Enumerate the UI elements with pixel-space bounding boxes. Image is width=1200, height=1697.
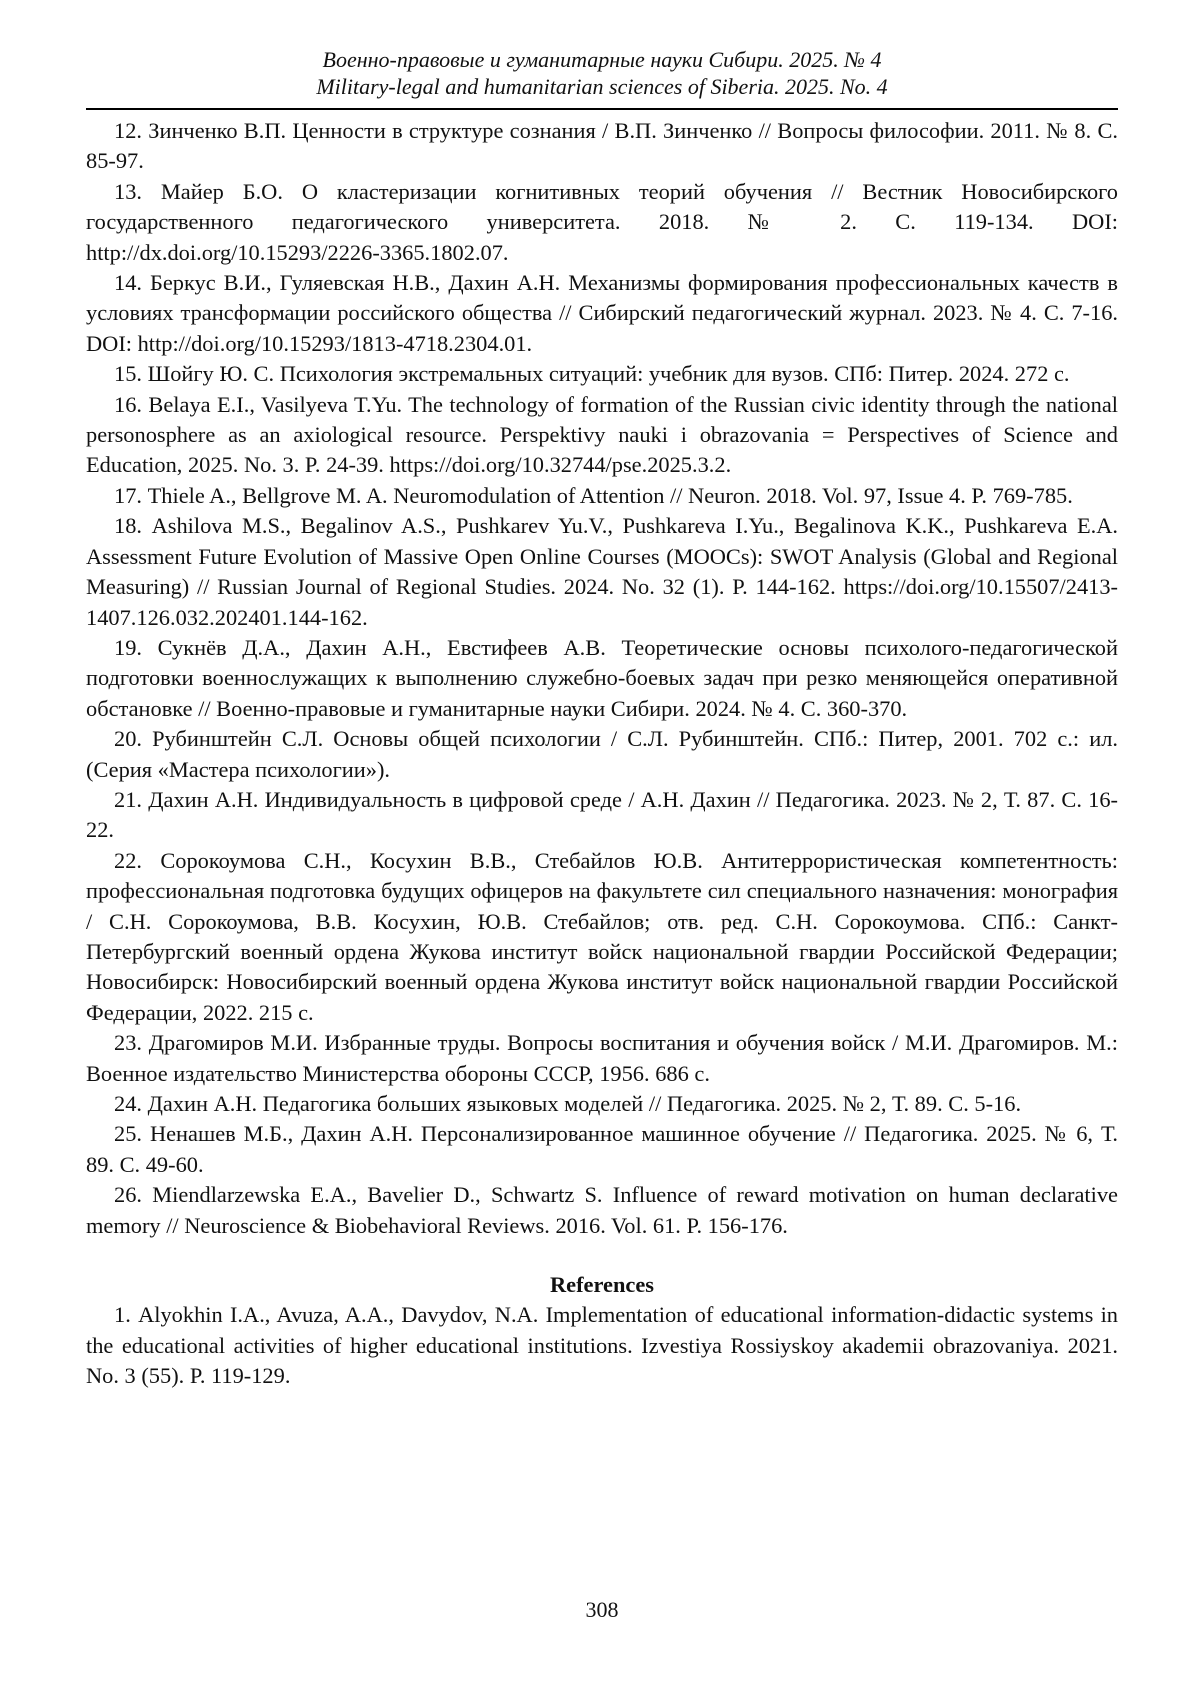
bibliography-item <box>86 481 1118 511</box>
item-number: 22. <box>114 847 142 873</box>
item-number: 20. <box>114 726 142 752</box>
bibliography-item <box>86 390 1118 481</box>
item-text: Беркус В.И., Гуляевская Н.В., Дахин А.Н. Механизмы формирования профессиональных качеств в условиях трансформации российского общества // Сибирский педагогический журнал. 2023. № 4. С. 7-16. DOI: http://doi.org/10.15293/1813-4718.2304.01. <box>86 270 1118 356</box>
item-text: Зинченко В.П. Ценности в структуре сознания / В.П. Зинченко // Вопросы философии. 2011. № 8. С. 85-97. <box>86 118 1118 174</box>
item-text: Дахин А.Н. Индивидуальность в цифровой среде / А.Н. Дахин // Педагогика. 2023. № 2, Т. 87. С. 16-22. <box>86 786 1118 843</box>
bibliography-item <box>86 633 1118 724</box>
item-number: 19. <box>114 634 142 660</box>
running-header <box>86 46 1118 100</box>
page-number: 308 <box>585 1597 619 1622</box>
item-text: Belaya E.I., Vasilyeva T.Yu. The technology of formation of the Russian civic identity through the national personosphere as an axiological resource. Perspektivy nauki i obrazovania = Perspectives of Science and Education, 2025. No. 3. P. 24-39. https://doi.org/10.32744/pse.2025.3.2. <box>86 391 1118 478</box>
header-rule <box>86 108 1118 110</box>
item-text: Miendlarzewska E.A., Bavelier D., Schwartz S. Influence of reward motivation on human declarative memory // Neuroscience & Biobehavioral Reviews. 2016. Vol. 61. P. 156-176. <box>86 1182 1118 1238</box>
item-text: Сукнёв Д.А., Дахин А.Н., Евстифеев А.В. Теоретические основы психолого-педагогической подготовки военнослужащих к выполнению служебно-боевых задач при резко меняющейся оперативной обстановке // Военно-правовые и гуманитарные науки Сибири. 2024. № 4. С. 360-370. <box>86 634 1118 721</box>
references-heading: References <box>549 1272 655 1298</box>
item-text: Сорокоумова С.Н., Косухин В.В., Стебайлов Ю.В. Антитеррористическая компетентность: профессиональная подготовка будущих офицеров на факультете сил специального назначения: монография / С.Н. Сорокоумова, В.В. Косухин, Ю.В. Стебайлов; отв. ред. С.Н. Сорокоумова. СПб.: Санкт-Петербургский военный ордена Жукова институт войск национальной гвардии Российской Федерации; Новосибирск: Новосибирский военный ордена Жукова институт войск национальной гвардии Российской Федерации, 2022. 215 с. <box>86 847 1118 1025</box>
item-text: Ненашев М.Б., Дахин А.Н. Персонализированное машинное обучение // Педагогика. 2025. № 6, Т. 89. С. 49-60. <box>86 1121 1118 1177</box>
item-text: Alyokhin I.A., Avuza, A.A., Davydov, N.A. Implementation of educational information-didactic systems in the educational activities of higher educational institutions. Izvestiya Rossiyskoy akademii obrazovaniya. 2021. No. 3 (55). P. 119-129. <box>86 1302 1118 1389</box>
item-text: Дахин А.Н. Педагогика больших языковых моделей // Педагогика. 2025. № 2, Т. 89. С. 5-16. <box>147 1091 1022 1116</box>
item-number: 13. <box>114 178 142 204</box>
item-number: 21. <box>114 786 142 812</box>
item-number: 25. <box>114 1121 142 1147</box>
bibliography-item <box>86 511 1118 633</box>
bibliography-item <box>86 116 1118 177</box>
bibliography-item <box>86 846 1118 1028</box>
item-number: 12. <box>114 118 142 143</box>
item-text: Thiele A., Bellgrove M. A. Neuromodulation of Attention // Neuron. 2018. Vol. 97, Issue 4. P. 769-785. <box>147 482 1073 508</box>
item-text: Рубинштейн С.Л. Основы общей психологии / С.Л. Рубинштейн. СПб.: Питер, 2001. 702 с.: ил. (Серия «Мастера психологии»). <box>86 726 1118 782</box>
item-text: Шойгу Ю. С. Психология экстремальных ситуаций: учебник для вузов. СПб: Питер. 2024. 272 с. <box>147 361 1070 387</box>
bibliography-item <box>86 359 1118 389</box>
reference-item <box>86 1300 1118 1391</box>
item-number: 1. <box>114 1302 131 1328</box>
bibliography-item <box>86 1180 1118 1241</box>
item-number: 14. <box>114 270 142 296</box>
item-number: 17. <box>114 482 142 508</box>
bibliography-item <box>86 177 1118 268</box>
item-number: 18. <box>114 513 142 539</box>
bibliography-item <box>86 268 1118 359</box>
item-number: 24. <box>114 1091 142 1116</box>
bibliography-item <box>86 724 1118 785</box>
bibliography-item <box>86 1089 1118 1119</box>
bibliography-item <box>86 1119 1118 1180</box>
bibliography-item <box>86 785 1118 846</box>
item-text: Драгомиров М.И. Избранные труды. Вопросы воспитания и обучения войск / М.И. Драгомиров. М.: Военное издательство Министерства обороны СССР, 1956. 686 с. <box>86 1030 1118 1086</box>
journal-title-ru: Военно-правовые и гуманитарные науки Сибири. 2025. № 4 <box>322 47 882 72</box>
bibliography-item <box>86 1028 1118 1089</box>
item-number: 26. <box>114 1182 142 1208</box>
references-list <box>86 1300 1118 1391</box>
item-text: Майер Б.О. О кластеризации когнитивных теорий обучения // Вестник Новосибирского государственного педагогического университета. 2018. № 2. С. 119-134. DOI: http://dx.doi.org/10.15293/2226-3365.1802.07. <box>86 178 1118 265</box>
page-body <box>86 116 1118 1392</box>
item-number: 23. <box>114 1030 142 1056</box>
item-number: 15. <box>114 361 142 387</box>
bibliography-list <box>86 116 1118 1241</box>
journal-title-en: Military-legal and humanitarian sciences of Siberia. 2025. No. 4 <box>316 74 888 99</box>
item-number: 16. <box>114 391 142 417</box>
item-text: Ashilova M.S., Begalinov A.S., Pushkarev Yu.V., Pushkareva I.Yu., Begalinova K.K., Pushkareva E.A. Assessment Future Evolution of Massive Open Online Courses (MOOCs): SWOT Analysis (Global and Regional Measuring) // Russian Journal of Regional Studies. 2024. No. 32 (1). P. 144-162. https://doi.org/10.15507/2413-1407.126.032.202401.144-162. <box>86 513 1118 630</box>
